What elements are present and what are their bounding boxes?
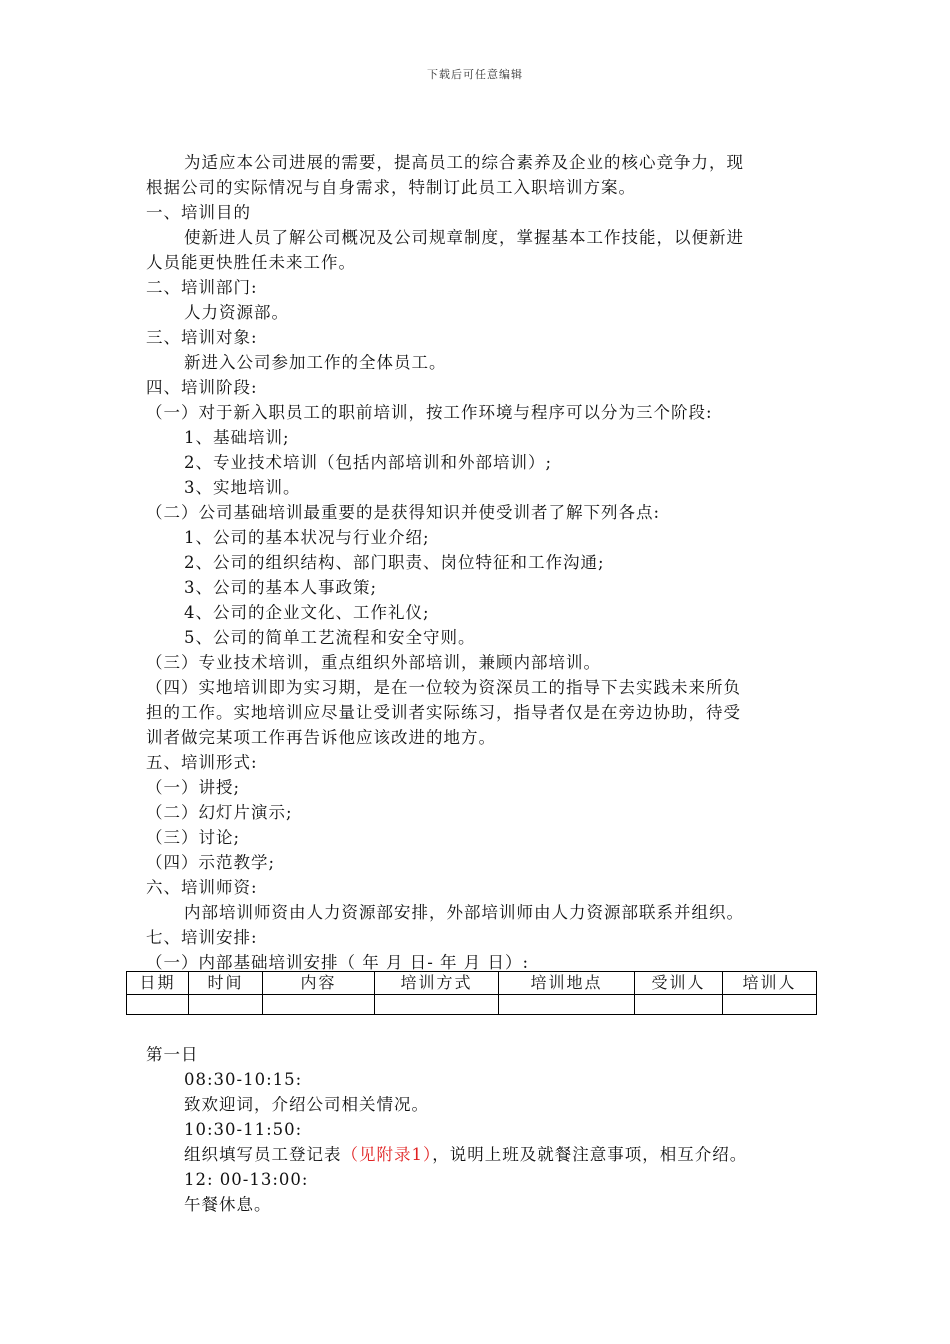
time-slot: 12: 00-13:00:: [184, 1170, 309, 1189]
body-line: 1、公司的基本状况与行业介绍;: [184, 528, 430, 547]
body-line: 4、公司的企业文化、工作礼仪;: [184, 603, 430, 622]
body-line: 5、公司的简单工艺流程和安全守则。: [184, 628, 476, 647]
body-line: 根据公司的实际情况与自身需求，特制订此员工入职培训方案。: [146, 178, 636, 197]
body-line: （一）对于新入职员工的职前培训，按工作环境与程序可以分为三个阶段:: [146, 403, 713, 422]
body-line: （二）幻灯片演示;: [146, 803, 293, 822]
body-line: 3、公司的基本人事政策;: [184, 578, 378, 597]
table-cell: [375, 995, 499, 1015]
table-row: [127, 995, 817, 1015]
time-slot: 10:30-11:50:: [184, 1120, 303, 1139]
body-line: （二）公司基础培训最重要的是获得知识并使受训者了解下列各点:: [146, 503, 661, 522]
table-cell: [127, 995, 189, 1015]
table-cell: [635, 995, 723, 1015]
body-line: 为适应本公司进展的需要，提高员工的综合素养及企业的核心竞争力，现: [184, 153, 744, 172]
body-line: 三、培训对象:: [146, 328, 258, 347]
day-title: 第一日: [146, 1045, 199, 1064]
body-line: 2、专业技术培训（包括内部培训和外部培训）;: [184, 453, 553, 472]
table-cell: [499, 995, 635, 1015]
body-line: （四）实地培训即为实习期，是在一位较为资深员工的指导下去实践未来所负: [146, 678, 741, 697]
body-line: （四）示范教学;: [146, 853, 276, 872]
agenda-item: 致欢迎词，介绍公司相关情况。: [184, 1095, 429, 1114]
body-line: （一）内部基础培训安排（ 年 月 日- 年 月 日）:: [146, 953, 530, 972]
table-header-cell: 内容: [263, 972, 375, 995]
table-header-cell: 日期: [127, 972, 189, 995]
day1-section: [146, 1042, 816, 1217]
body-line: 内部培训师资由人力资源部安排，外部培训师由人力资源部联系并组织。: [184, 903, 744, 922]
body-line: 新进入公司参加工作的全体员工。: [184, 353, 447, 372]
table-cell: [189, 995, 263, 1015]
table-header-cell: 时间: [189, 972, 263, 995]
table-header-cell: 培训方式: [375, 972, 499, 995]
body-line: （三）专业技术培训，重点组织外部培训，兼顾内部培训。: [146, 653, 601, 672]
table-header-cell: 培训地点: [499, 972, 635, 995]
body-line: 一、培训目的: [146, 203, 251, 222]
schedule-table: [126, 971, 817, 1015]
body-line: 四、培训阶段:: [146, 378, 258, 397]
body-line: （一）讲授;: [146, 778, 241, 797]
body-line: 六、培训师资:: [146, 878, 258, 897]
time-slot: 08:30-10:15:: [184, 1070, 303, 1089]
table-header-row: [127, 972, 817, 995]
document-body: [146, 150, 816, 975]
body-line: 2、公司的组织结构、部门职责、岗位特征和工作沟通;: [184, 553, 605, 572]
body-line: 担的工作。实地培训应尽量让受训者实际练习，指导者仅是在旁边协助，待受: [146, 703, 741, 722]
agenda-text: 组织填写员工登记表: [184, 1145, 342, 1164]
body-line: 人员能更快胜任未来工作。: [146, 253, 356, 272]
body-line: 人力资源部。: [184, 303, 289, 322]
table-cell: [263, 995, 375, 1015]
agenda-item: 午餐休息。: [184, 1195, 272, 1214]
body-line: （三）讨论;: [146, 828, 241, 847]
agenda-text: ，说明上班及就餐注意事项，相互介绍。: [432, 1145, 748, 1164]
header-note: 下载后可任意编辑: [427, 68, 523, 81]
table-cell: [723, 995, 817, 1015]
agenda-item: [146, 1142, 816, 1167]
body-line: 七、培训安排:: [146, 928, 258, 947]
table-header-cell: 受训人: [635, 972, 723, 995]
body-line: 3、实地培训。: [184, 478, 301, 497]
body-line: 二、培训部门:: [146, 278, 258, 297]
body-line: 五、培训形式:: [146, 753, 258, 772]
body-line: 训者做完某项工作再告诉他应该改进的地方。: [146, 728, 496, 747]
body-line: 1、基础培训;: [184, 428, 290, 447]
table-header-cell: 培训人: [723, 972, 817, 995]
appendix-reference: （见附录1）: [341, 1145, 433, 1164]
body-line: 使新进人员了解公司概况及公司规章制度，掌握基本工作技能，以便新进: [184, 228, 744, 247]
